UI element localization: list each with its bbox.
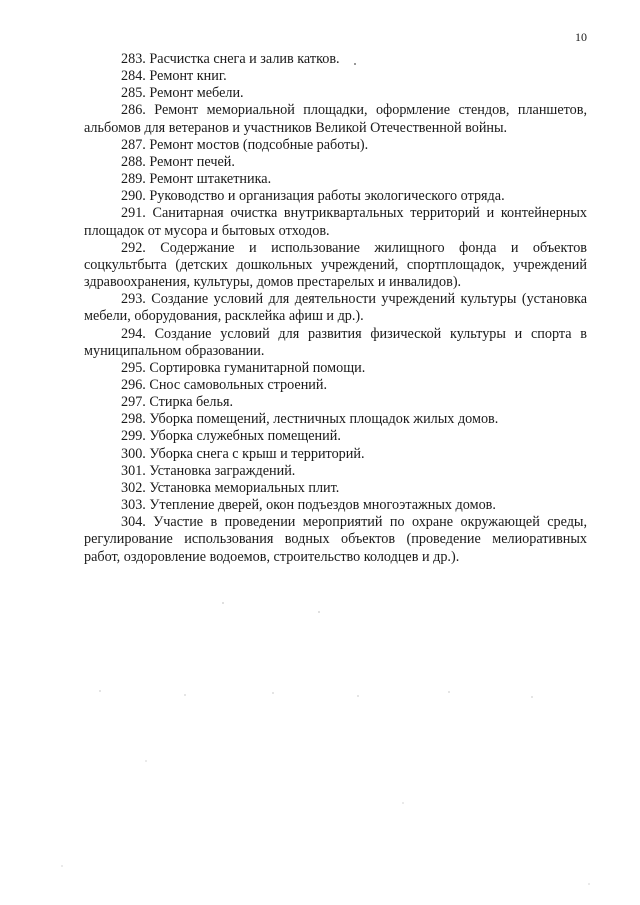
list-item [84, 497, 587, 514]
page-number: 10 [575, 30, 587, 44]
item-number: 293. [121, 291, 146, 308]
scan-speck [318, 611, 320, 613]
item-number: 299. [121, 428, 146, 445]
scan-speck [402, 802, 404, 804]
item-text: Содержание и использование жилищного фонда и объектов соцкультбыта (детских дошкольных учреждений, спортплощадок, учреждений здравоохранения, культуры, домов престарелых и инвалидов). [84, 239, 587, 291]
item-text: Создание условий для деятельности учреждений культуры (установка мебели, оборудования, расклейка афиш и др.). [84, 291, 587, 325]
list-item [84, 394, 587, 411]
item-text: Ремонт штакетника. [149, 171, 272, 188]
list-item [84, 446, 587, 463]
item-number: 291. [121, 205, 146, 222]
list-item [84, 171, 587, 188]
item-text: Стирка белья. [149, 394, 234, 411]
item-text: Установка мемориальных плит. [149, 479, 340, 496]
list-item [84, 68, 587, 85]
list-item [84, 291, 587, 325]
list-item [84, 137, 587, 154]
item-number: 286. [121, 102, 146, 119]
item-number: 285. [121, 85, 146, 102]
list-item [84, 85, 587, 102]
item-text: Ремонт книг. [149, 68, 227, 85]
item-number: 304. [121, 514, 146, 531]
item-number: 301. [121, 462, 146, 479]
item-number: 298. [121, 411, 146, 428]
list-item [84, 360, 587, 377]
list-item [84, 326, 587, 360]
document-body [84, 51, 587, 566]
item-text: Утепление дверей, окон подъездов многоэтажных домов. [149, 497, 496, 514]
scan-speck [272, 692, 274, 694]
item-text: Ремонт печей. [149, 153, 235, 170]
scan-speck [222, 602, 224, 604]
scan-speck [61, 865, 63, 867]
item-text: Уборка снега с крыш и территорий. [149, 445, 365, 462]
item-number: 290. [121, 188, 146, 205]
item-number: 288. [121, 153, 146, 170]
item-number: 296. [121, 376, 146, 393]
list-item [84, 514, 587, 565]
item-text: Снос самовольных строений. [149, 376, 328, 393]
item-text: Участие в проведении мероприятий по охране окружающей среды, регулирование использования водных объектов (проведение мелиоративных работ, оздоровление водоемов, строительство колодцев и др.). [84, 514, 587, 565]
scan-speck [99, 690, 101, 692]
item-text: Ремонт мемориальной площадки, оформление стендов, планшетов, альбомов для ветеранов и участников Великой Отечественной войны. [84, 102, 587, 136]
list-item [84, 102, 587, 136]
item-number: 295. [121, 359, 146, 376]
item-number: 289. [121, 171, 146, 188]
list-item [84, 188, 587, 205]
item-text: Уборка помещений, лестничных площадок жилых домов. [149, 411, 499, 428]
item-number: 303. [121, 497, 146, 514]
scan-speck [588, 883, 590, 885]
item-text: Установка заграждений. [149, 462, 296, 479]
item-number: 283. [121, 51, 146, 67]
item-number: 294. [121, 325, 146, 342]
list-item [84, 240, 587, 291]
item-text: Руководство и организация работы экологического отряда. [149, 188, 505, 205]
list-item [84, 205, 587, 239]
scan-speck [531, 696, 533, 698]
list-item [84, 411, 587, 428]
item-text: Сортировка гуманитарной помощи. [149, 359, 366, 376]
list-item [84, 428, 587, 445]
item-text: Ремонт мостов (подсобные работы). [149, 136, 369, 153]
list-item [84, 377, 587, 394]
item-number: 300. [121, 445, 146, 462]
list-item [84, 463, 587, 480]
scan-speck [354, 63, 356, 65]
item-text: Расчистка снега и залив катков. [149, 51, 340, 67]
scan-speck [357, 695, 359, 697]
list-item [84, 154, 587, 171]
list-item [84, 51, 587, 68]
scan-speck [184, 694, 186, 696]
item-text: Санитарная очистка внутриквартальных территорий и контейнерных площадок от мусора и бытовых отходов. [84, 205, 587, 239]
item-number: 287. [121, 136, 146, 153]
item-text: Уборка служебных помещений. [149, 428, 341, 445]
item-number: 284. [121, 68, 146, 85]
scan-speck [145, 760, 147, 762]
item-number: 302. [121, 479, 146, 496]
item-number: 292. [121, 239, 146, 256]
item-text: Ремонт мебели. [149, 85, 244, 102]
item-number: 297. [121, 394, 146, 411]
scan-speck [448, 691, 450, 693]
item-text: Создание условий для развития физической культуры и спорта в муниципальном образовании. [84, 325, 587, 359]
list-item [84, 480, 587, 497]
